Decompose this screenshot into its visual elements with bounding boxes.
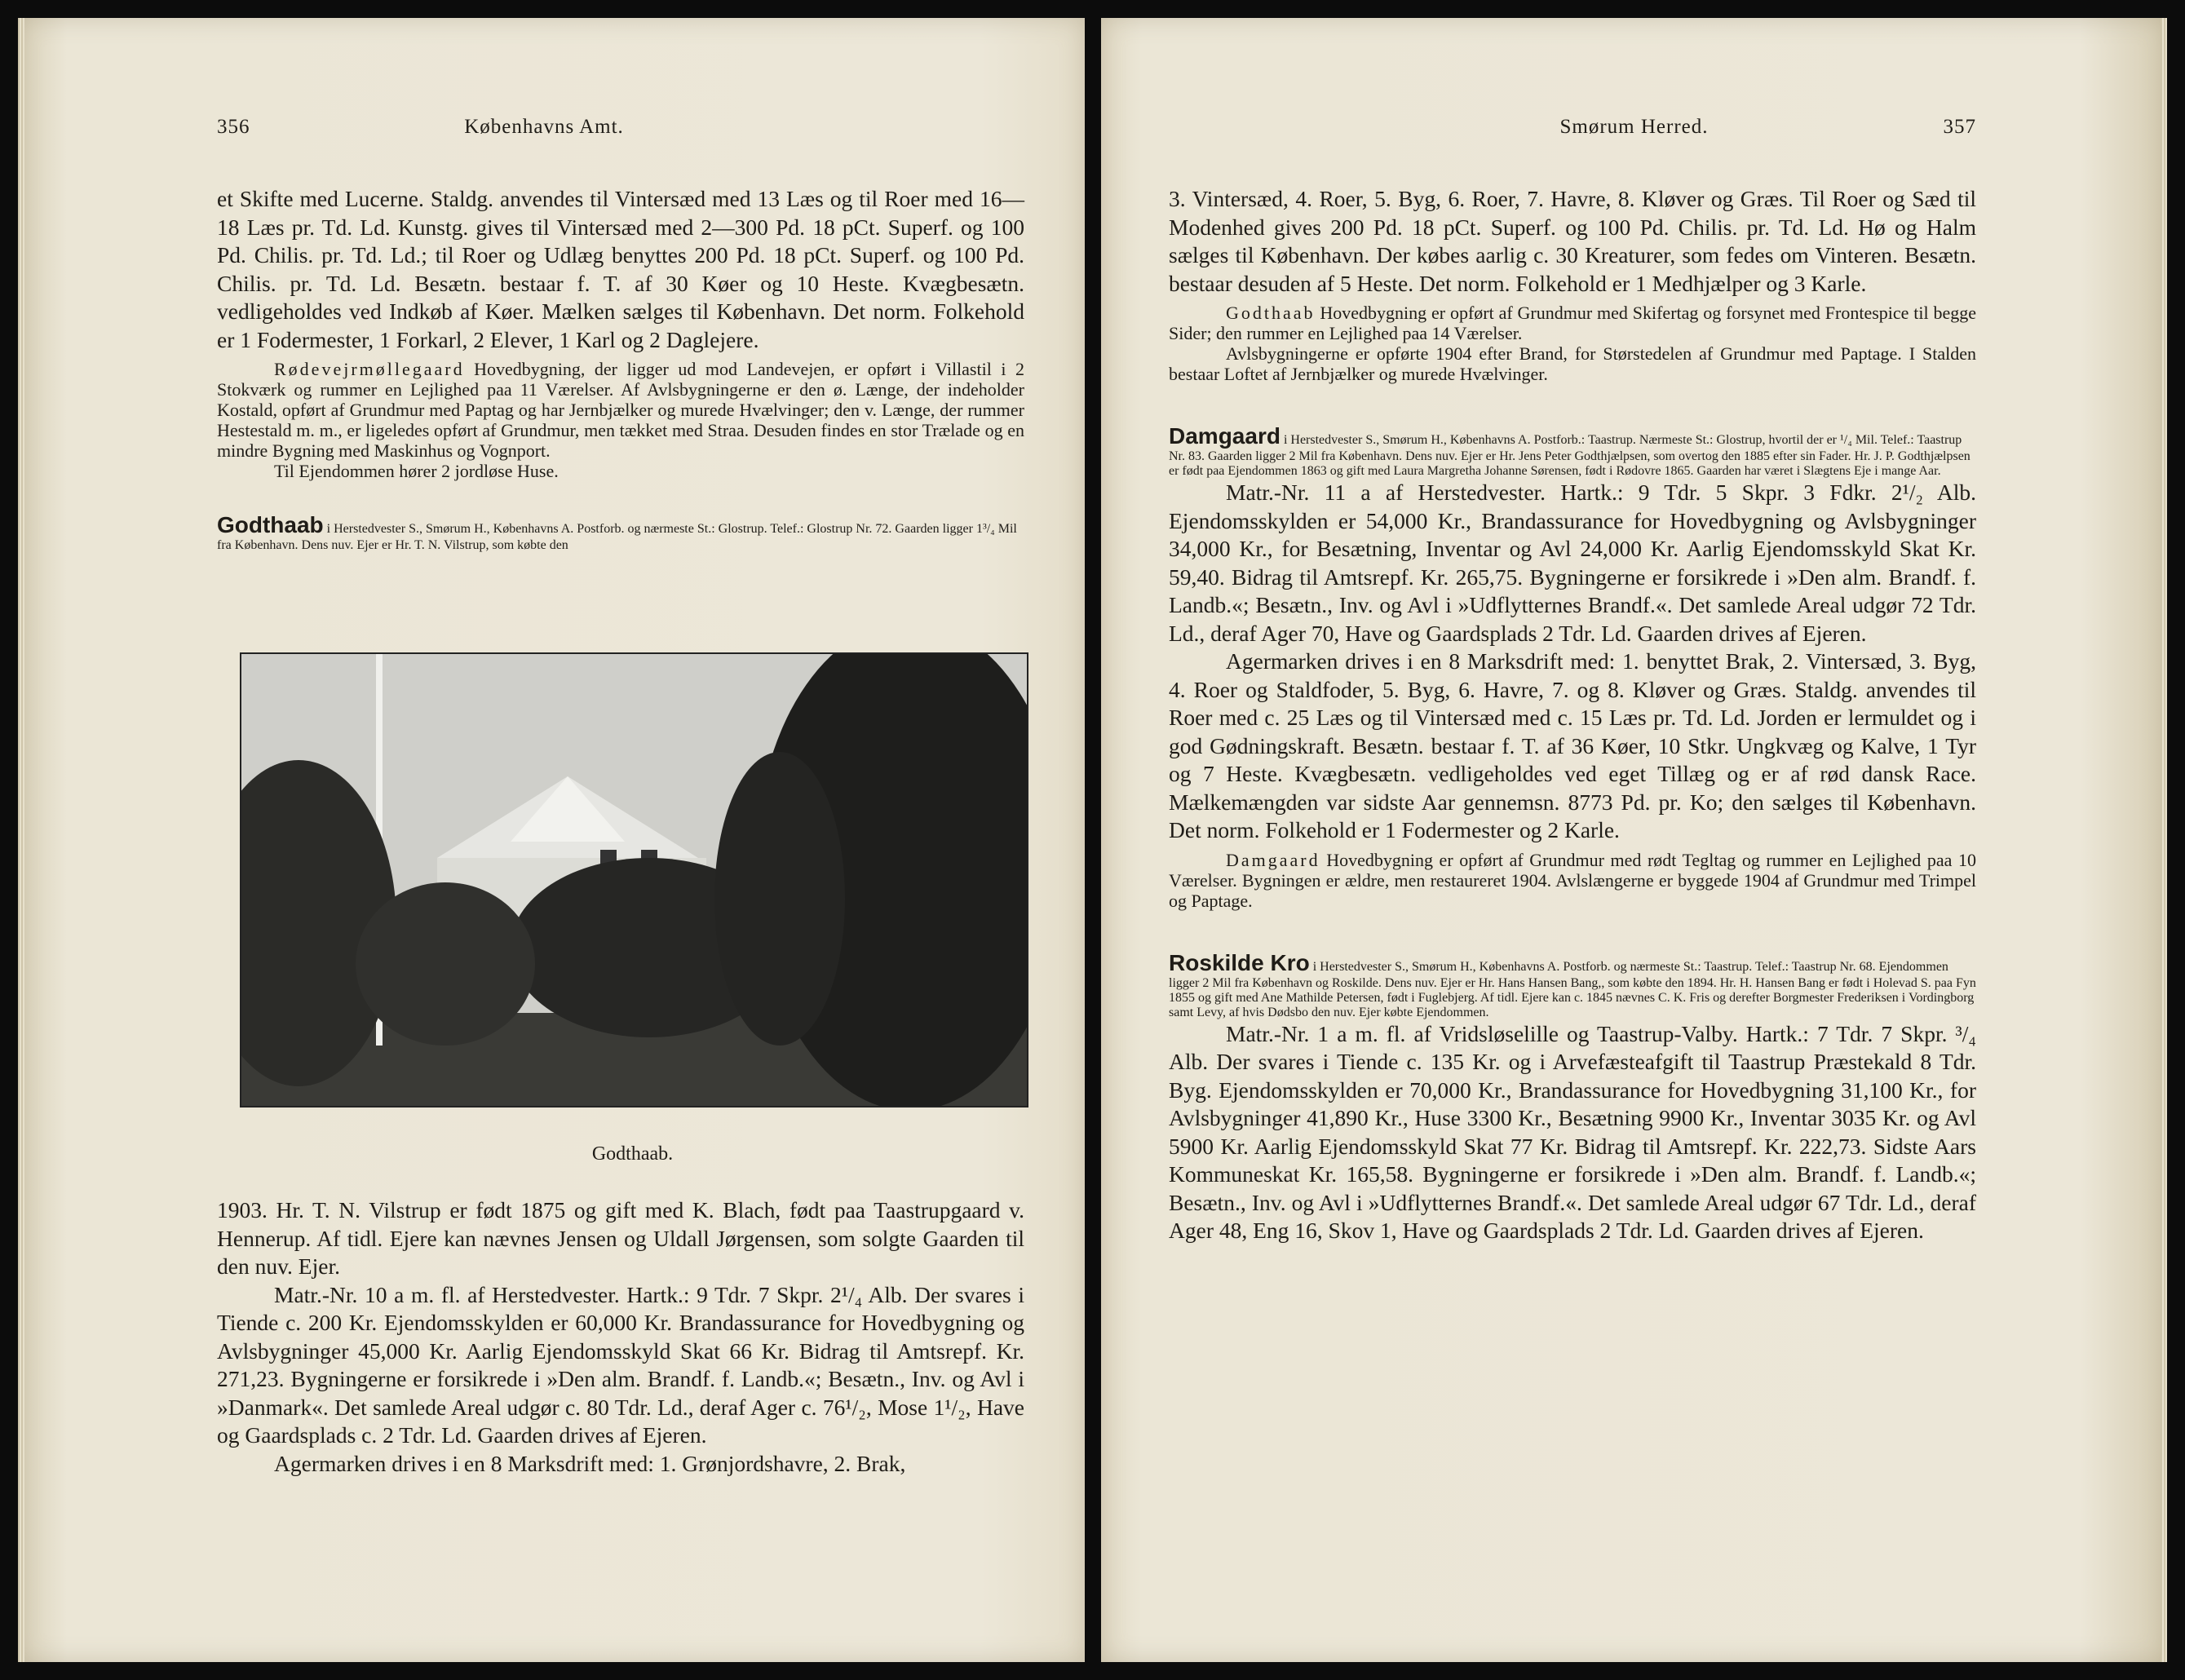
left-small-note — [217, 359, 1024, 461]
damgaard-para-1: Matr.-Nr. 11 a af Herstedvester. Hartk.: 9 Tdr. 5 Skpr. 3 Fdkr. 2¹/₂ Alb. Ejendomsskylden er 54,000 Kr., Brandassurance for Hovedbygning og Avlsbygninger 34,000 Kr., for Besætning, Inventar og Avl 24,000 Kr. Aarlig Ejendomsskyld Skat Kr. 59,40. Bidrag til Amtsrepf. Kr. 265,75. Bygningerne er forsikrede i »Den alm. Brandf. f. Landb.«; Besætn., Inv. og Avl i »Udflytternes Brandf.«. Det samlede Areal udgør 72 Tdr. Ld., deraf Ager 70, Have og Gaardsplads 2 Tdr. Ld. Gaarden drives af Ejeren. — [1169, 480, 1976, 646]
right-small1-text: Hovedbygning er opført af Grundmur med Skifertag og forsynet med Frontespice til begge Sider; den rummer en Lejlighed paa 14 Værelser. — [1169, 303, 1976, 343]
entry-godthaab-heading: Godthaab — [217, 512, 324, 537]
entry-damgaard-heading: Damgaard — [1169, 423, 1280, 449]
left-page — [18, 18, 1085, 1662]
right-small2-lead: Damgaard — [1226, 849, 1320, 870]
left-bottom-para-3: Agermarken drives i en 8 Marksdrift med: 1. Grønjordshavre, 2. Brak, — [274, 1450, 906, 1476]
left-column-top — [217, 185, 1024, 553]
right-column — [1169, 185, 1976, 1245]
right-small-note-1 — [1169, 303, 1976, 343]
right-small-note-2 — [1169, 850, 1976, 911]
right-small2-text: Hovedbygning er opført af Grundmur med rødt Tegltag og rummer en Lejlighed paa 10 Værelser. Bygningen er ældre, men restaureret 1904. Avlslængerne er byggede 1904 af Grundmur med Trimpel og Paptage. — [1169, 849, 1976, 911]
left-running-head: Københavns Amt. — [464, 116, 624, 138]
right-para-1: 3. Vintersæd, 4. Roer, 5. Byg, 6. Roer, 7. Havre, 8. Kløver og Græs. Til Roer og Sæd til Modenhed gives 200 Pd. 18 pCt. Superf. og 100 Pd. Chilis. pr. Td. Ld. Hø og Halm sælges til København. Der købes aarlig c. 30 Kreaturer, som fedes om Vinteren. Besætn. bestaar desuden af 5 Heste. Det norm. Folkehold er 1 Medhjælper og 3 Karle. — [1169, 186, 1976, 296]
photo-caption: Godthaab. — [591, 1143, 674, 1165]
right-page-number: 357 — [1943, 116, 1976, 138]
right-small-note-1b: Avlsbygningerne er opførte 1904 efter Brand, for Størstedelen af Grundmur med Paptage. I Stalden bestaar Loftet af Jernbjælker og murede Hvælvinger. — [1169, 343, 1976, 384]
entry-roskilde-kro-heading: Roskilde Kro — [1169, 949, 1310, 975]
left-small-text: Hovedbygning, der ligger ud mod Landevejen, er opført i Villastil i 2 Stokværk og rummer en Lejlighed paa 11 Værelser. Af Avlsbygningerne er den ø. Længe, der indeholder Kostald, opført af Grundmur med Paptag og har Jernbjælker og murede Hvælvinger; den v. Længe, der rummer Hestestald m. m., er ligeledes opført af Grundmur, men tækket med Straa. Desuden findes en stor Trælade og en mindre Bygning med Maskinhus og Vognport. — [217, 359, 1024, 461]
right-page — [1101, 18, 2167, 1662]
left-small-lead: Rødevejrmøllegaard — [274, 359, 465, 379]
left-small-note-2: Til Ejendommen hører 2 jordløse Huse. — [274, 461, 559, 481]
damgaard-para-2: Agermarken drives i en 8 Marksdrift med: 1. benyttet Brak, 2. Vintersæd, 3. Byg, 4. Roer og Staldfoder, 5. Byg, 6. Havre, 7. og 8. Kløver og Græs. Staldg. anvendes til Roer med c. 25 Læs og til Vintersæd med c. 15 Læs pr. Td. Ld. Jorden er lermuldet og i god Gødningskraft. Besætn. bestaar f. T. af 36 Køer, 10 Stkr. Ungkvæg og Kalve, 1 Tyr og 7 Heste. Kvægbesætn. vedligeholdes ved eget Tillæg og er af rød dansk Race. Mælkemængden var sidste Aar gennemsn. 8773 Pd. pr. Ko; den sælges til København. Det norm. Folkehold er 1 Fodermester og 2 Karle. — [1169, 648, 1976, 842]
left-column-bottom — [217, 1196, 1024, 1478]
godthaab-photo-drawing — [241, 654, 1027, 1106]
page-edge-left — [18, 18, 24, 1662]
left-page-number: 356 — [217, 116, 250, 138]
left-para-1: et Skifte med Lucerne. Staldg. anvendes til Vintersæd med 13 Læs og til Roer med 16—18 Læs pr. Td. Ld. Kunstg. gives til Vintersæd med 2—300 Pd. 18 pCt. Superf. og 100 Pd. Chilis. pr. Td. Ld.; til Roer og Udlæg benyttes 200 Pd. 18 pCt. Superf. og 100 Pd. Chilis. pr. Td. Ld. Besætn. bestaar f. T. af 30 Køer og 10 Heste. Kvægbesætn. vedligeholdes ved Indkøb af Køer. Mælken sælges til København. Det norm. Folkehold er 1 Fodermester, 1 Forkarl, 2 Elever, 1 Karl og 2 Daglejere. — [217, 186, 1024, 352]
left-bottom-para-2: Matr.-Nr. 10 a m. fl. af Herstedvester. Hartk.: 9 Tdr. 7 Skpr. 2¹/₄ Alb. Der svares i Tiende c. 200 Kr. Ejendomsskylden er 60,000 Kr. Brandassurance for Hovedbygning og Avlsbygninger 45,000 Kr. Aarlig Ejendomsskyld Skat 66 Kr. Bidrag til Amtsrepf. Kr. 271,23. Bygningerne er forsikrede i »Den alm. Brandf. f. Landb.«; Besætn., Inv. og Avl i »Danmark«. Det samlede Areal udgør c. 80 Tdr. Ld., deraf Ager c. 76¹/₂, Mose 1¹/₂, Have og Gaardsplads c. 2 Tdr. Ld. Gaarden drives af Ejeren. — [217, 1281, 1024, 1448]
entry-godthaab-text: i Herstedvester S., Smørum H., Københavns A. Postforb. og nærmeste St.: Glostrup. Telef.: Glostrup Nr. 72. Gaarden ligger 1³/₄ Mil fra København. Dens nuv. Ejer er Hr. T. N. Vilstrup, som købte den — [217, 522, 1017, 552]
left-bottom-para-1: 1903. Hr. T. N. Vilstrup er født 1875 og gift med K. Blach, født paa Taastrupgaard v. Hennerup. Af tidl. Ejere kan nævnes Jensen og Uldall Jørgensen, som solgte Gaarden til den nuv. Ejer. — [217, 1197, 1024, 1279]
entry-roskilde-kro-text: i Herstedvester S., Smørum H., Københavns A. Postforb. og nærmeste St.: Taastrup. Telef.: Taastrup Nr. 68. Ejendommen ligger 2 Mil fra København og Roskilde. Dens nuv. Ejer er Hr. Hans Hansen Bang,, som købte den 1894. Hr. H. Hansen Bang er født i Holevad S. paa Fyn 1855 og gift med Ane Mathilde Petersen, født i Fuglebjerg. Af tidl. Ejere kan c. 1845 nævnes C. K. Fris og derefter Borgmester Frederiksen i Vordingborg samt Levy, af hvis Dødsbo den nuv. Ejer købte Ejendommen. — [1169, 959, 1976, 1019]
page-edge-right — [2161, 18, 2167, 1662]
roskilde-para-1: Matr.-Nr. 1 a m. fl. af Vridsløselille og Taastrup-Valby. Hartk.: 7 Tdr. 7 Skpr. ³/₄ Alb. Der svares i Tiende c. 135 Kr. og i Arvefæsteafgift til Taastrup Præstekald 8 Tdr. Byg. Ejendomsskylden er 70,000 Kr., Brandassurance for Hovedbygning 31,100 Kr., for Avlsbygninger 41,890 Kr., Huse 3300 Kr., Besætning 9900 Kr., Inventar 3035 Kr. og Avl 5900 Kr. Aarlig Ejendomsskyld Skat 77 Kr. Bidrag til Amtsrepf. Kr. 222,73. Sidste Aars Kommuneskat Kr. 165,58. Bygningerne er forsikrede i »Den alm. Brandf. f. Landb.«; Besætn., Inv. og Avl i »Udflytternes Brandf.«. Det samlede Areal udgør 67 Tdr. Ld., deraf Ager 48, Eng 16, Skov 1, Have og Gaardsplads 2 Tdr. Ld. Gaarden drives af Ejeren. — [1169, 1020, 1976, 1243]
right-running-head: Smørum Herred. — [1559, 116, 1709, 138]
entry-damgaard-text: i Herstedvester S., Smørum H., Københavns A. Postforb.: Taastrup. Nærmeste St.: Glostrup, hvortil der er ¹/₄ Mil. Telef.: Taastrup Nr. 83. Gaarden ligger 2 Mil fra København. Dens nuv. Ejer er Hr. Jens Peter Godthjælpsen, som overtog den 1885 efter sin Fader. Hr. J. P. Godthjælpsen er født paa Ejendommen 1863 og gift med Laura Margretha Johanne Sørensen, født i Rødovre 1865. Gaarden har været i Slægtens Eje i mange Aar. — [1169, 433, 1970, 478]
godthaab-photo — [240, 652, 1028, 1107]
right-small1-lead: Godthaab — [1226, 303, 1316, 323]
